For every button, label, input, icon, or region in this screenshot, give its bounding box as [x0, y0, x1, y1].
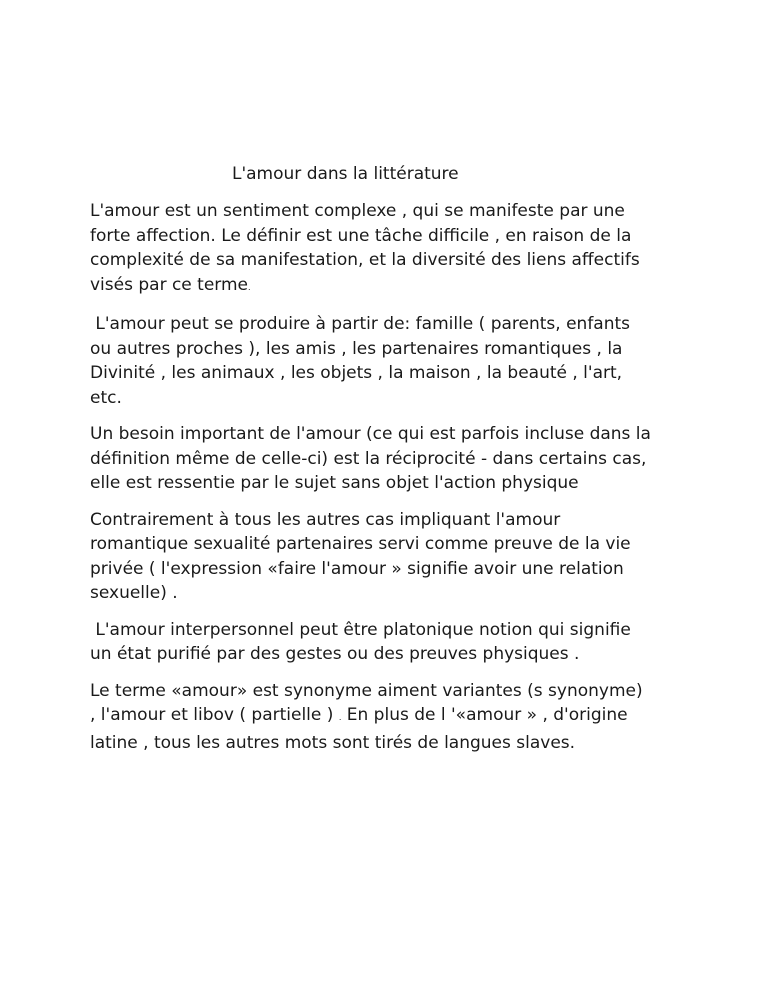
text-line: Contrairement à tous les autres cas impliquant l'amour: [90, 509, 561, 530]
text-line: un état purifié par des gestes ou des preuves physiques .: [90, 644, 580, 664]
text-line: définition même de celle-ci) est la réciprocité - dans certains cas,: [90, 448, 647, 469]
paragraph-etymology: [90, 679, 690, 756]
text-line: complexité de sa manifestation, et la diversité des liens affectifs: [90, 250, 640, 270]
text-line: romantique sexualité partenaires servi comme preuve de la vie: [90, 534, 631, 554]
text-line: Divinité , les animaux , les objets , la maison , la beauté , l'art,: [90, 363, 623, 383]
paragraph-definition: [90, 199, 690, 300]
text-line: [90, 703, 690, 731]
text-fragment: , l'amour et libov ( partielle ): [90, 705, 334, 725]
text-line: latine , tous les autres mots sont tirés de langues slaves.: [90, 732, 576, 753]
text-fragment: visés par ce terme: [90, 274, 249, 295]
trailing-period: .: [248, 282, 251, 292]
text-line: ou autres proches ), les amis , les partenaires romantiques , la: [90, 338, 623, 359]
paragraph-platonic: [90, 618, 690, 667]
document-title: L'amour dans la littérature: [232, 164, 459, 184]
text-line: etc.: [90, 387, 122, 408]
text-line: L'amour peut se produire à partir de: famille ( parents, enfants: [90, 314, 631, 334]
text-line: privée ( l'expression «faire l'amour » signifie avoir une relation: [90, 558, 624, 579]
text-line: [90, 273, 690, 301]
text-line: elle est ressentie par le sujet sans objet l'action physique: [90, 473, 579, 493]
document-page: [90, 161, 690, 767]
text-line: sexuelle) .: [90, 583, 178, 603]
text-fragment: En plus de l '«amour » , d'origine: [341, 705, 628, 725]
text-line: Le terme «amour» est synonyme aiment variantes (s synonyme): [90, 680, 643, 701]
text-line: forte affection. Le définir est une tâche difficile , en raison de la: [90, 225, 632, 246]
text-line: L'amour est un sentiment complexe , qui se manifeste par une: [90, 201, 625, 221]
small-period: .: [338, 713, 342, 722]
text-line: L'amour interpersonnel peut être platonique notion qui signifie: [90, 619, 631, 640]
paragraph-reciprocity: [90, 422, 690, 496]
paragraph-sources: [90, 312, 690, 410]
text-line: Un besoin important de l'amour (ce qui est parfois incluse dans la: [90, 424, 651, 444]
paragraph-romantic: [90, 508, 690, 606]
